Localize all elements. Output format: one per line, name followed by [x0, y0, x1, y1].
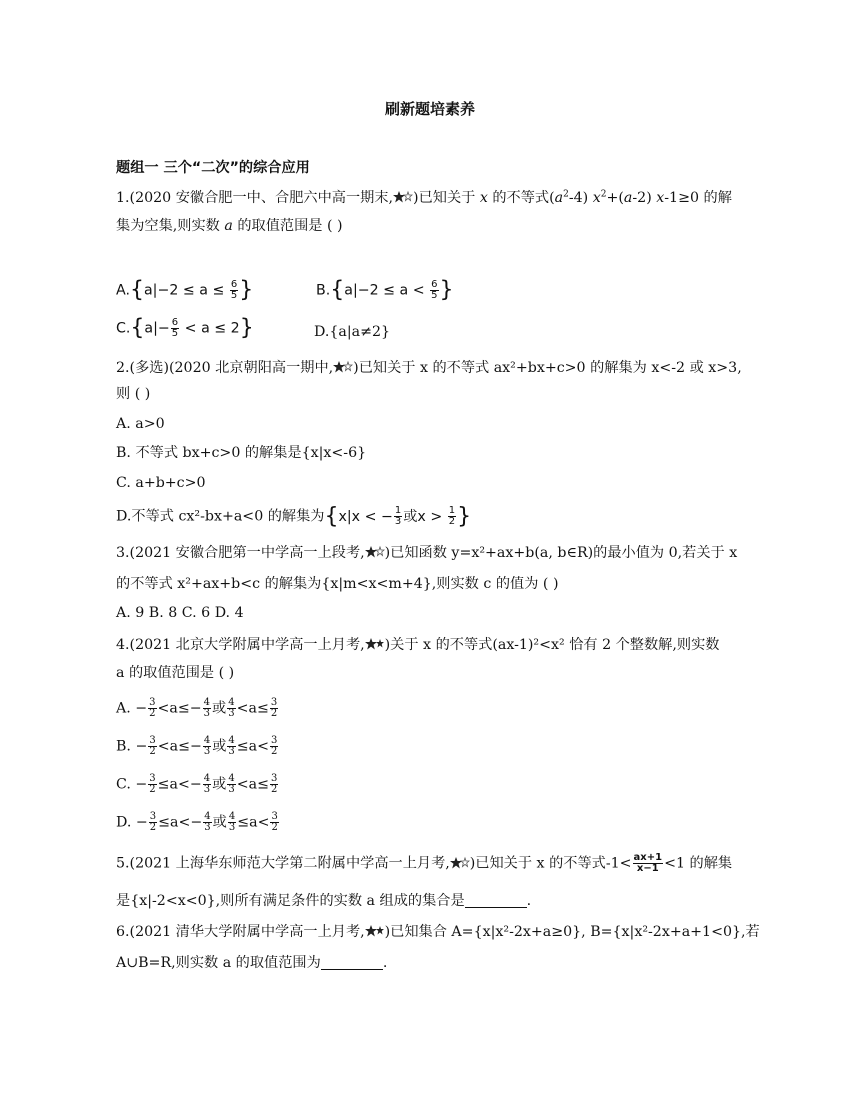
- q1-source: (2020 安徽合肥一中、合肥六中高一期末,: [129, 190, 394, 206]
- q1-line2: 集为空集,则实数 a 的取值范围是 ( ): [116, 218, 343, 234]
- q2-option-c: C. a+b+c>0: [116, 475, 206, 491]
- q2-line1: 2.(多选)(2020 北京朝阳高一期中, )已知关于 x 的不等式 ax²+bx+c>0 的解集为 x<-2 或 x>3,: [116, 360, 742, 376]
- q1-option-b: B.{a|−2 ≤ a < $\frac{6}{5}$ }: [316, 277, 454, 303]
- q3-line2: 的不等式 x²+ax+b<c 的解集为{x|m<x<m+4},则实数 c 的值为 ( ): [116, 576, 559, 592]
- q3-line1: 3.(2021 安徽合肥第一中学高一上段考, )已知函数 y=x²+ax+b(a, b∈R)的最小值为 0,若关于 x: [116, 545, 738, 561]
- q6-line2: A∪B=R,则实数 a 的取值范围为 .: [116, 955, 388, 971]
- difficulty-star-icon: [393, 190, 413, 204]
- q2-option-a: A. a>0: [116, 416, 165, 432]
- q4-option-c: C. − $\frac{3}{2}$ ≤a<− $\frac{4}{3}$ 或 $\frac{4}{3}$ <a≤ $\frac{3}{2}$: [116, 773, 278, 795]
- difficulty-star-icon: [450, 856, 470, 870]
- q2-option-b: B. 不等式 bx+c>0 的解集是{x|x<-6}: [116, 445, 367, 461]
- group-heading: 题组一 三个“二次”的综合应用: [116, 160, 310, 176]
- q3-options: A. 9 B. 8 C. 6 D. 4: [116, 605, 244, 621]
- q4-line2: a 的取值范围是 ( ): [116, 665, 235, 681]
- page-title: 刷新题培素养: [384, 100, 475, 118]
- q1-option-d: D.{a|a≠2}: [314, 324, 391, 340]
- q1-number: 1.: [116, 190, 130, 206]
- answer-blank[interactable]: [465, 893, 527, 908]
- q1-option-c: C.{a|− $\frac{6}{5}$ < a ≤ 2}: [116, 315, 254, 341]
- q2-option-d: D.不等式 cx²-bx+a<0 的解集为{x|x < − $\frac{1}{3}$ 或x > $\frac{1}{2}$ }: [116, 503, 472, 529]
- q4-option-d: D. − $\frac{3}{2}$ ≤a<− $\frac{4}{3}$ 或 $\frac{4}{3}$ ≤a< $\frac{3}{2}$: [116, 811, 278, 833]
- q4-option-b: B. − $\frac{3}{2}$ <a≤− $\frac{4}{3}$ 或 $\frac{4}{3}$ ≤a< $\frac{3}{2}$: [116, 735, 278, 757]
- q5-line2: 是{x|-2<x<0},则所有满足条件的实数 a 组成的集合是 .: [116, 893, 532, 909]
- q1-option-a: A.{a|−2 ≤ a ≤ $\frac{6}{5}$ }: [116, 277, 254, 303]
- difficulty-star-icon: [365, 924, 385, 938]
- difficulty-star-icon: [333, 360, 353, 374]
- q4-line1: 4.(2021 北京大学附属中学高一上月考, )关于 x 的不等式(ax-1)²<x² 恰有 2 个整数解,则实数: [116, 637, 720, 653]
- q6-line1: 6.(2021 清华大学附属中学高一上月考, )已知集合 A={x|x²-2x+a≥0}, B={x|x²-2x+a+1<0},若: [116, 924, 760, 940]
- answer-blank[interactable]: [321, 955, 383, 970]
- q4-option-a: A. − $\frac{3}{2}$ <a≤− $\frac{4}{3}$ 或 $\frac{4}{3}$ <a≤ $\frac{3}{2}$: [116, 697, 278, 719]
- q2-line2: 则 ( ): [116, 386, 151, 402]
- difficulty-star-icon: [365, 545, 385, 559]
- q5-line1: 5.(2021 上海华东师范大学第二附属中学高一上月考, )已知关于 x 的不等式-1< $\frac{ax+1}{x-1}$ <1 的解集: [116, 852, 733, 874]
- q1-line1: 1.(2020 安徽合肥一中、合肥六中高一期末, )已知关于 x 的不等式$(a^2-4)$ $x^2+(a-2)$ x-1≥0 的解: [116, 189, 732, 206]
- difficulty-star-icon: [365, 637, 385, 651]
